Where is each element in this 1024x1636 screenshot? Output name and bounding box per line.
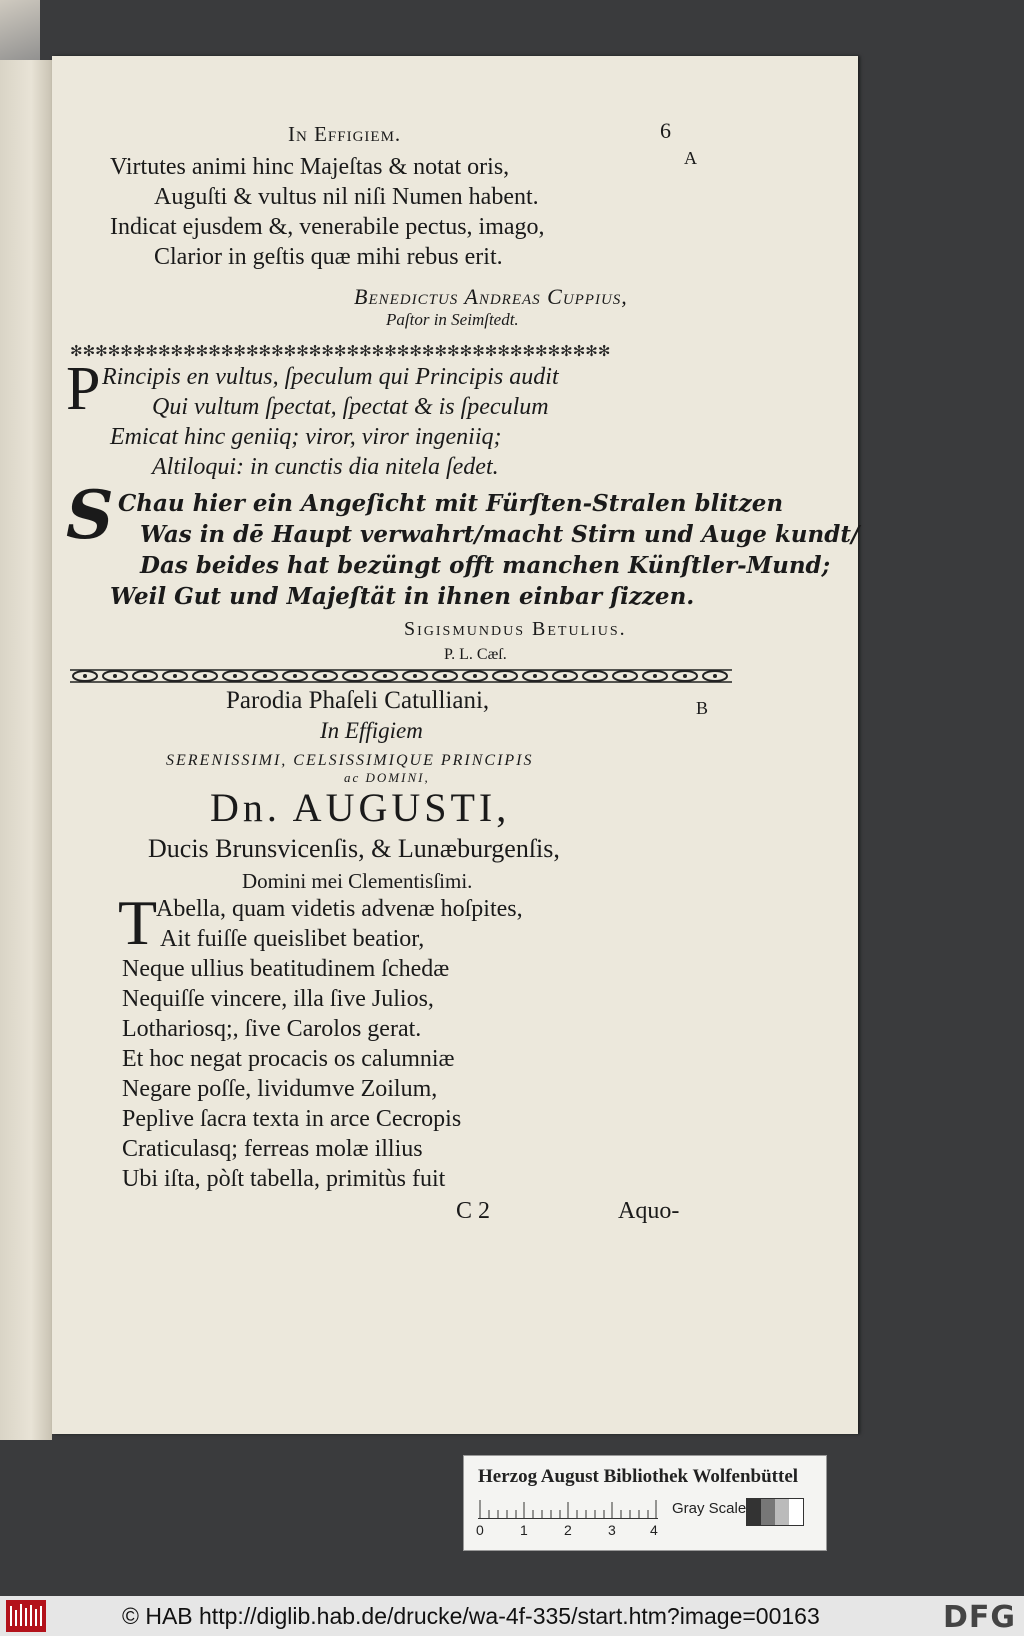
footer-copyright-link[interactable]: © HAB http://diglib.hab.de/drucke/wa-4f-335/start.htm?image=00163 [122,1603,820,1629]
poem4-line-4: Nequiſſe vincere, illa ſive Julios, [122,986,434,1012]
margin-letter-a: A [684,148,697,168]
poem3-line-1: Chau hier ein Angeſicht mit Fürſten-Stralen blitzen [118,490,784,517]
poem4-line-6: Et hoc negat procacis os calumniæ [122,1046,455,1072]
domini-mei-line: Domini mei Clementisſimi. [242,869,473,893]
scale-ruler [478,1500,658,1519]
hab-logo-icon [6,1600,46,1632]
page-number: 6 [660,118,671,143]
gray-scale-swatch [746,1498,804,1526]
author2-role: P. L. Cæſ. [444,646,507,663]
serenissimi-line: SERENISSIMI, CELSISSIMIQUE PRINCIPIS [166,752,534,769]
poem4-line-9: Craticulasq; ferreas molæ illius [122,1136,423,1162]
poem1-line-4: Clarior in geſtis quæ mihi rebus erit. [154,244,503,270]
poem3-dropcap: S [66,476,114,554]
augusti-title: Dn. AUGUSTI, [210,785,511,830]
poem1-line-2: Auguſti & vultus nil niſi Numen habent. [154,184,539,210]
poem4-line-7: Negare poſſe, lividumve Zoilum, [122,1076,438,1102]
poem2-line-4: Altiloqui: in cunctis dia nitela ſedet. [152,454,499,480]
scale-num-2: 2 [564,1522,572,1538]
poem4-line-2: Ait fuiſſe queislibet beatior, [160,926,425,952]
poem1-line-3: Indicat ejusdem &, venerabile pectus, imago, [110,214,545,240]
scale-num-4: 4 [650,1522,658,1538]
footer-bar [0,1596,1024,1636]
poem2-line-3: Emicat hinc geniiq; viror, viror ingeniiq; [110,424,502,450]
poem2-dropcap: P [66,355,101,423]
book-page [52,56,858,1434]
chain-ornament-rule [70,668,732,684]
ac-domini-line: ac DOMINI, [344,770,430,785]
parodia-title: Parodia Phaſeli Catulliani, [226,687,490,714]
poem3-line-3: Das beides hat bezüngt offt manchen Künſtler-Mund; [140,552,831,579]
poem1-line-1: Virtutes animi hinc Majeſtas & notat oris, [110,154,510,180]
poem4-line-3: Neque ullius beatitudinem ſchedæ [122,956,450,982]
poem2-line-1: Rincipis en vultus, ſpeculum qui Principis audit [102,364,559,390]
poem4-dropcap: T [118,887,158,958]
in-effigiem: In Effigiem [320,718,423,743]
dfg-logo: DFG [942,1600,1016,1635]
poem4-line-5: Lothariosq;, ſive Carolos gerat. [122,1016,422,1042]
previous-page-edge [0,60,52,1440]
poem4-line-1: Abella, quam videtis advenæ hoſpites, [156,896,523,922]
scale-num-3: 3 [608,1522,616,1538]
running-head: In Effigiem. [288,122,402,146]
scale-num-1: 1 [520,1522,528,1538]
library-scale-stamp [463,1455,827,1551]
scale-num-0: 0 [476,1522,484,1538]
author1-name: Benedictus Andreas Cuppius, [354,284,628,309]
author2-name: Sigismundus Betulius. [404,618,627,640]
poem3-line-4: Weil Gut und Majeſtät in ihnen einbar ſizzen. [110,583,695,610]
author1-role: Paſtor in Seimſtedt. [386,310,519,329]
signature-mark: C 2 [456,1198,491,1224]
poem2-line-2: Qui vultum ſpectat, ſpectat & is ſpeculum [152,394,549,420]
star-ornament-rule: ✻✻✻✻✻✻✻✻✻✻✻✻✻✻✻✻✻✻✻✻✻✻✻✻✻✻✻✻✻✻✻✻✻✻✻✻✻✻✻✻✻✻✻ [70,344,611,360]
library-name: Herzog August Bibliothek Wolfenbüttel [478,1466,799,1487]
poem3-line-2: Was in dē Haupt verwahrt/macht Stirn und Auge kundt/ [140,521,860,548]
poem4-line-10: Ubi iſta, pòſt tabella, primitùs fuit [122,1166,446,1192]
margin-letter-b: B [696,698,709,718]
gray-scale-label: Gray Scale [672,1500,747,1517]
catchword: Aquo- [618,1198,680,1224]
ducis-line: Ducis Brunsvicenſis, & Lunæburgenſis, [148,834,560,863]
poem4-line-8: Peplive ſacra texta in arce Cecropis [122,1106,462,1132]
